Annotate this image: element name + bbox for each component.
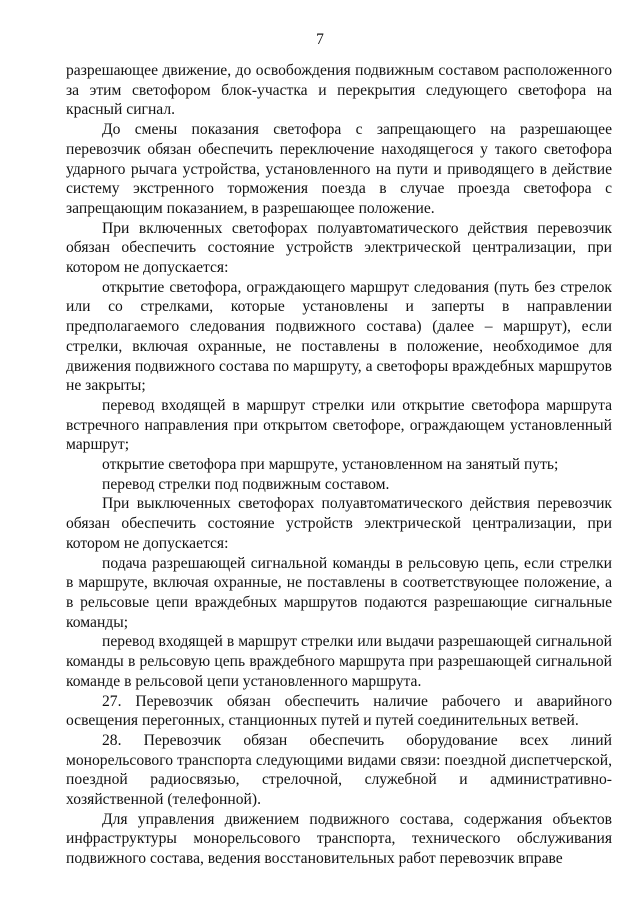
page-number: 7 bbox=[316, 31, 324, 48]
paragraph-list-item: открытие светофора при маршруте, установленном на занятый путь; bbox=[102, 456, 559, 474]
paragraph-clause-27: 27. Перевозчик обязан обеспечить наличие рабочего и аварийного освещения перегонных, станционных путей и путей соединительных ветвей. bbox=[66, 692, 612, 730]
paragraph-enabled-signals: При включенных светофорах полуавтоматического действия перевозчик обязан обеспечить состояние устройств электрической централизации, при котором не допускается: bbox=[66, 219, 612, 277]
paragraph-list-item: перевод входящей в маршрут стрелки или открытие светофора маршрута встречного направления при открытом светофоре, ограждающем установленный маршрут; bbox=[66, 396, 612, 454]
paragraph-disabled-signals: При выключенных светофорах полуавтоматического действия перевозчик обязан обеспечить состояние устройств электрической централизации, при котором не допускается: bbox=[66, 495, 612, 552]
paragraph-list-item: подача разрешающей сигнальной команды в рельсовую цепь, если стрелки в маршруте, включая охранные, не поставлены в соответствующее положение, а в рельсовые цепи враждебных маршрутов подаются разрешающие сигнальные команды; bbox=[66, 554, 612, 631]
paragraph-signal-switch: До смены показания светофора с запрещающего на разрешающее перевозчик обязан обеспечить переключение находящегося у такого светофора ударного рычага устройства, установленного на пути и приводящего в действие систему экстренного торможения поезда в случае проезда светофора с запрещающим показанием, в разрешающее положение. bbox=[66, 121, 612, 217]
paragraph-list-item: перевод входящей в маршрут стрелки или выдачи разрешающей сигнальной команды в рельсовую цепь враждебного маршрута при разрешающей сигнальной команде в рельсовой цепи установленного маршрута. bbox=[66, 633, 612, 690]
paragraph-list-item: открытие светофора, ограждающего маршрут следования (путь без стрелок или со стрелками, которые установлены и заперты в направлении предполагаемого следования подвижного состава) (далее – маршрут), если стрелки, включая охранные, не поставлены в положение, необходимое для движения подвижного состава по маршруту, а светофоры враждебных маршрутов не закрыты; bbox=[66, 278, 612, 395]
paragraph-traffic-control: Для управления движением подвижного состава, содержания объектов инфраструктуры монорельсового транспорта, технического обслуживания подвижного состава, ведения восстановительных работ перевозчик вправе bbox=[66, 810, 612, 868]
paragraph-clause-28: 28. Перевозчик обязан обеспечить оборудование всех линий монорельсового транспорта следующими видами связи: поездной диспетчерской, поездной радиосвязью, стрелочной, служебной и административно-хозяйственной (телефонной). bbox=[66, 731, 612, 809]
document-body bbox=[66, 61, 612, 869]
paragraph-list-item: перевод стрелки под подвижным составом. bbox=[102, 475, 390, 493]
paragraph-continuation: разрешающее движение, до освобождения подвижным составом расположенного за этим светофором блок-участка и перекрытия следующего светофора на красный сигнал. bbox=[66, 62, 612, 119]
